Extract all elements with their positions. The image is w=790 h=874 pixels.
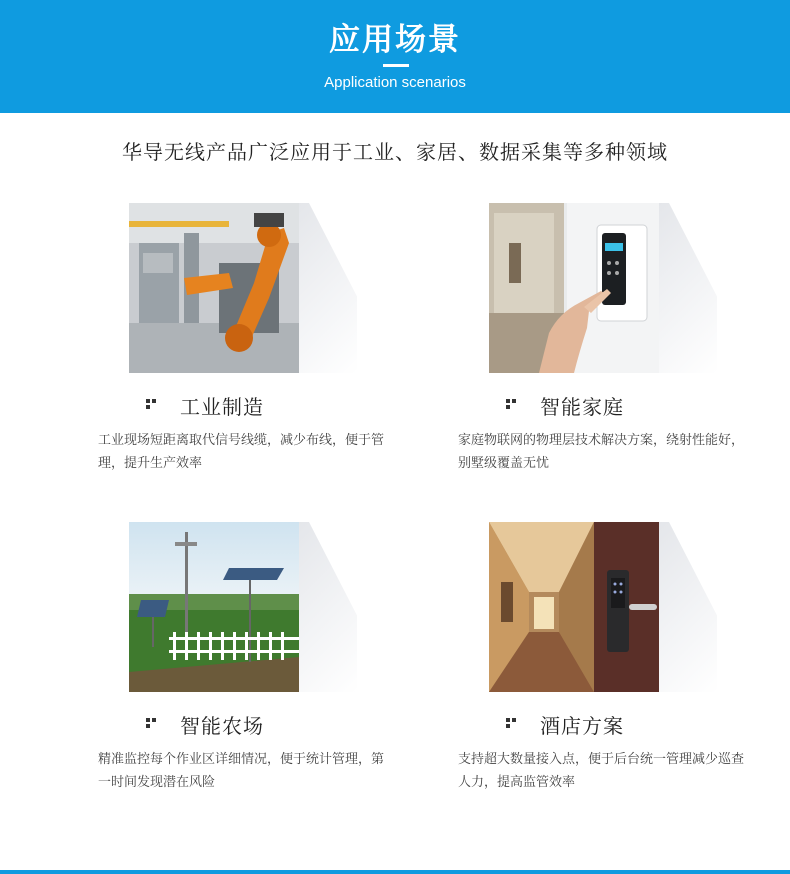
header-banner xyxy=(0,0,790,113)
photo-shadow xyxy=(297,203,357,373)
card-title: 工业制造 xyxy=(180,394,264,419)
card-description: 支持超大数量接入点，便于后台统一管理减少巡查人力，提高监管效率 xyxy=(458,752,745,790)
card-title-row xyxy=(506,712,624,736)
card-title: 智能农场 xyxy=(180,713,264,738)
smart-home-image xyxy=(489,203,659,373)
photo-frame xyxy=(129,203,329,373)
card-title-row xyxy=(146,393,264,417)
smart-farm-image xyxy=(129,522,299,692)
card-title-row xyxy=(506,393,624,417)
photo-shadow xyxy=(297,522,357,692)
square-bullet-icon xyxy=(146,399,158,411)
photo-frame xyxy=(489,203,689,373)
banner-divider xyxy=(383,64,409,67)
hotel-image xyxy=(489,522,659,692)
card-description: 家庭物联网的物理层技术解决方案，绕射性能好，别墅级覆盖无忧 xyxy=(458,433,745,471)
section-headline: 华导无线产品广泛应用于工业、家居、数据采集等多种领域 xyxy=(122,140,668,164)
card-description: 工业现场短距离取代信号线缆，减少布线，便于管理，提升生产效率 xyxy=(98,433,385,471)
photo-frame xyxy=(129,522,329,692)
card-title: 酒店方案 xyxy=(540,713,624,738)
square-bullet-icon xyxy=(146,718,158,730)
photo-shadow xyxy=(657,522,717,692)
card-description: 精准监控每个作业区详细情况，便于统计管理，第一时间发现潜在风险 xyxy=(98,752,385,790)
square-bullet-icon xyxy=(506,718,518,730)
card-title-row xyxy=(146,712,264,736)
card-title: 智能家庭 xyxy=(540,394,624,419)
square-bullet-icon xyxy=(506,399,518,411)
photo-shadow xyxy=(657,203,717,373)
bottom-divider xyxy=(0,870,790,874)
photo-frame xyxy=(489,522,689,692)
banner-subtitle: Application scenarios xyxy=(324,74,466,91)
banner-title: 应用场景 xyxy=(329,22,461,58)
industrial-robot-image xyxy=(129,203,299,373)
